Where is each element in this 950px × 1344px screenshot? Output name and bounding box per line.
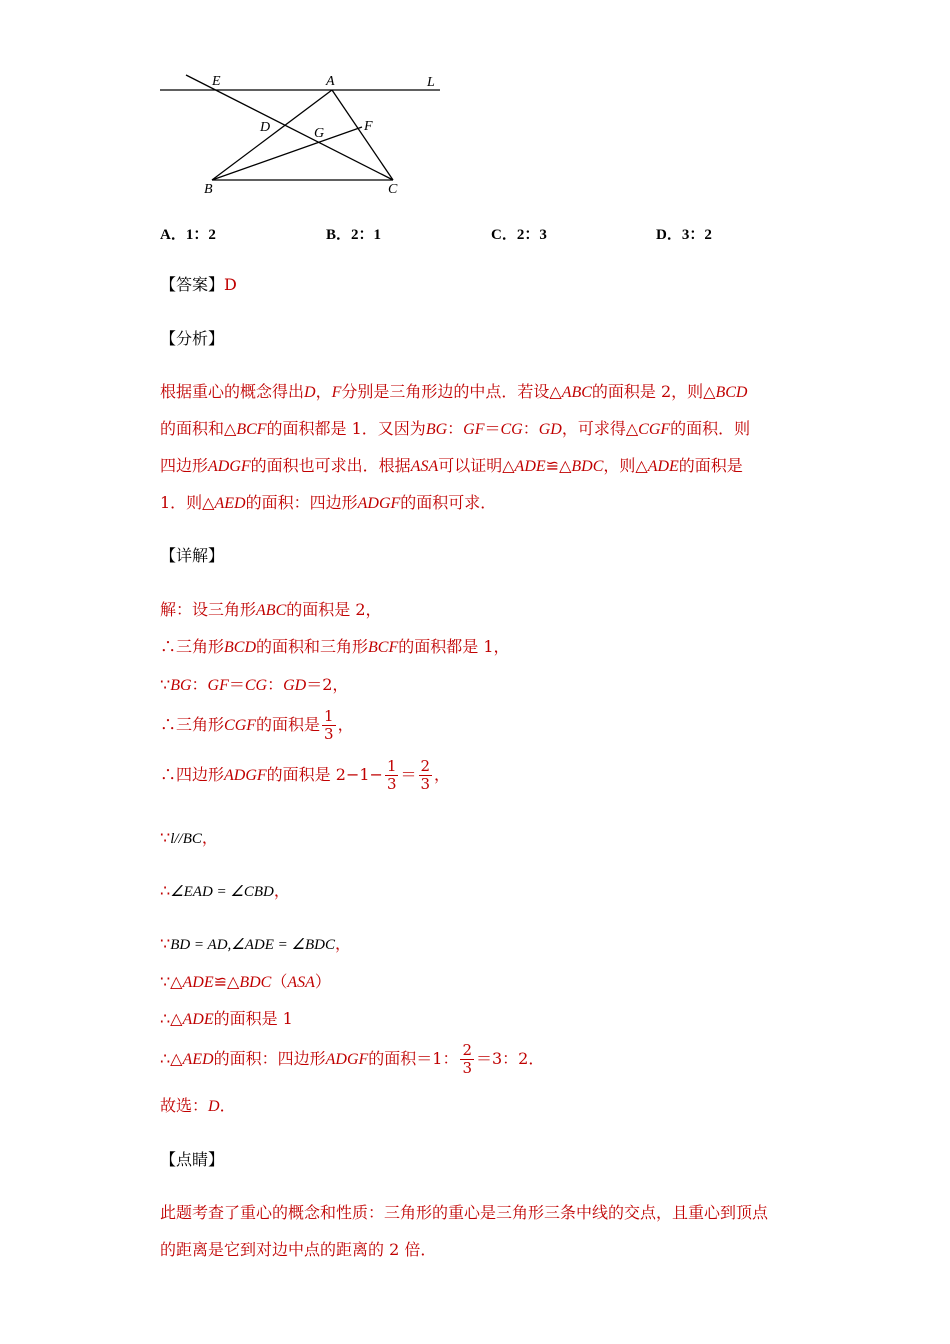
option-c: C．2：3 xyxy=(491,227,547,243)
label-a: A xyxy=(326,74,335,89)
detail-step-9: ∵△ADE≌△BDC（ASA） xyxy=(160,972,331,991)
detail-step-8: ∵BD = AD,∠ADE = ∠BDC， xyxy=(160,934,351,953)
analysis-line-3: 四边形ADGF的面积也可求出．根据ASA可以证明△ADE≌△BDC，则△ADE的面积是 xyxy=(160,456,743,475)
detail-step-10: ∴△ADE的面积是 1 xyxy=(160,1009,293,1028)
fraction-one-third: $\frac{1}{3}$ xyxy=(324,707,334,743)
answer-label: 【答案】 xyxy=(160,275,225,294)
detail-step-4: ∴三角形CGF的面积是 $\frac{1}{3}$ ， xyxy=(160,707,354,743)
comment-label: 【点睛】 xyxy=(160,1150,225,1169)
detail-step-11: ∴△AED的面积：四边形ADGF的面积＝1： $\frac{2}{3}$ ＝3：2． xyxy=(160,1041,545,1077)
analysis-line-1: 根据重心的概念得出D，F分别是三角形边的中点．若设△ABC的面积是 2，则△BCD xyxy=(160,382,748,401)
option-b: B．2：1 xyxy=(326,227,382,243)
analysis-line-2: 的面积和△BCF的面积都是 1．又因为BG：GF＝CG：GD，可求得△CGF的面积．则 xyxy=(160,419,751,438)
detail-step-1: 解：设三角形ABC的面积是 2， xyxy=(160,600,382,619)
answer-value: D xyxy=(224,275,237,294)
analysis-label: 【分析】 xyxy=(160,329,225,348)
detail-step-12: 故选：D． xyxy=(160,1096,236,1115)
label-f: F xyxy=(364,119,373,134)
comment-line-1: 此题考查了重心的概念和性质：三角形的重心是三角形三条中线的交点，且重心到顶点 xyxy=(160,1203,769,1222)
detail-step-5: ∴四边形ADGF的面积是 2−1− $\frac{1}{3}$ ＝ $\frac{2}{3}$ ， xyxy=(160,757,451,793)
analysis-line-4: 1．则△AED的面积：四边形ADGF的面积可求． xyxy=(160,493,497,512)
fraction-two-thirds: $\frac{2}{3}$ xyxy=(420,757,431,793)
label-e: E xyxy=(212,74,221,89)
label-l: L xyxy=(427,75,435,90)
detail-step-7: ∴∠EAD = ∠CBD， xyxy=(160,881,290,900)
fraction-two-thirds: $\frac{2}{3}$ xyxy=(462,1041,472,1077)
comment-line-2: 的距离是它到对边中点的距离的 2 倍． xyxy=(160,1240,437,1259)
label-c: C xyxy=(388,182,398,197)
fraction-one-third: $\frac{1}{3}$ xyxy=(386,757,397,793)
detail-step-3: ∵BG：GF＝CG：GD＝2， xyxy=(160,675,349,694)
option-d: D．3：2 xyxy=(656,227,712,243)
detail-step-2: ∴三角形BCD的面积和三角形BCF的面积都是 1， xyxy=(160,637,510,656)
detail-step-6: ∵l//BC， xyxy=(160,828,218,847)
answer-row xyxy=(160,275,237,295)
geometry-figure xyxy=(150,60,460,205)
label-b: B xyxy=(204,182,213,197)
label-d: D xyxy=(260,120,271,135)
label-g: G xyxy=(314,126,325,141)
detail-label: 【详解】 xyxy=(160,546,225,565)
option-a: A．1：2 xyxy=(160,227,216,243)
